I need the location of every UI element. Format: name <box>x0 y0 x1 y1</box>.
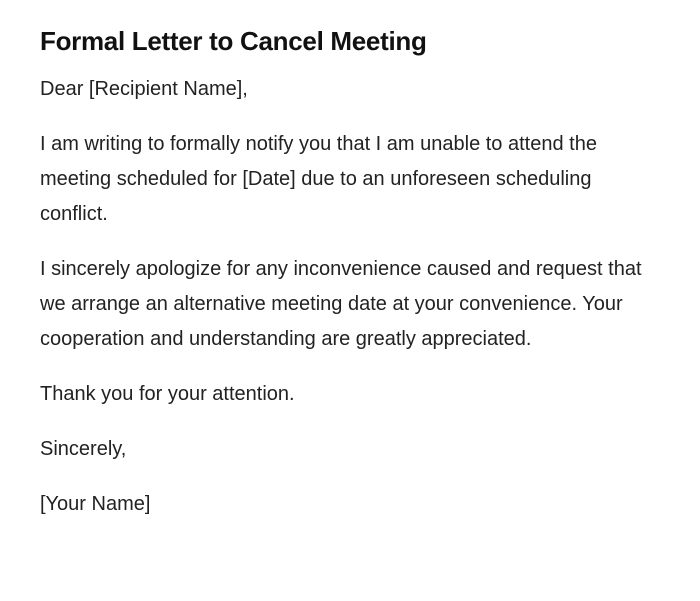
letter-paragraph-apology: I sincerely apologize for any inconvenience caused and request that we arrange an alternative meeting date at your convenience. Your cooperation and understanding are greatly appreciated. <box>40 258 642 350</box>
letter-salutation: Dear [Recipient Name], <box>40 78 248 100</box>
letter-signature: [Your Name] <box>40 493 151 515</box>
letter-title: Formal Letter to Cancel Meeting <box>40 26 427 56</box>
letter-paragraph-thanks: Thank you for your attention. <box>40 383 295 405</box>
letter-closing: Sincerely, <box>40 438 127 460</box>
letter-paragraph-notification: I am writing to formally notify you that I am unable to attend the meeting scheduled for [Date] due to an unforeseen scheduling conflict. <box>40 133 597 225</box>
